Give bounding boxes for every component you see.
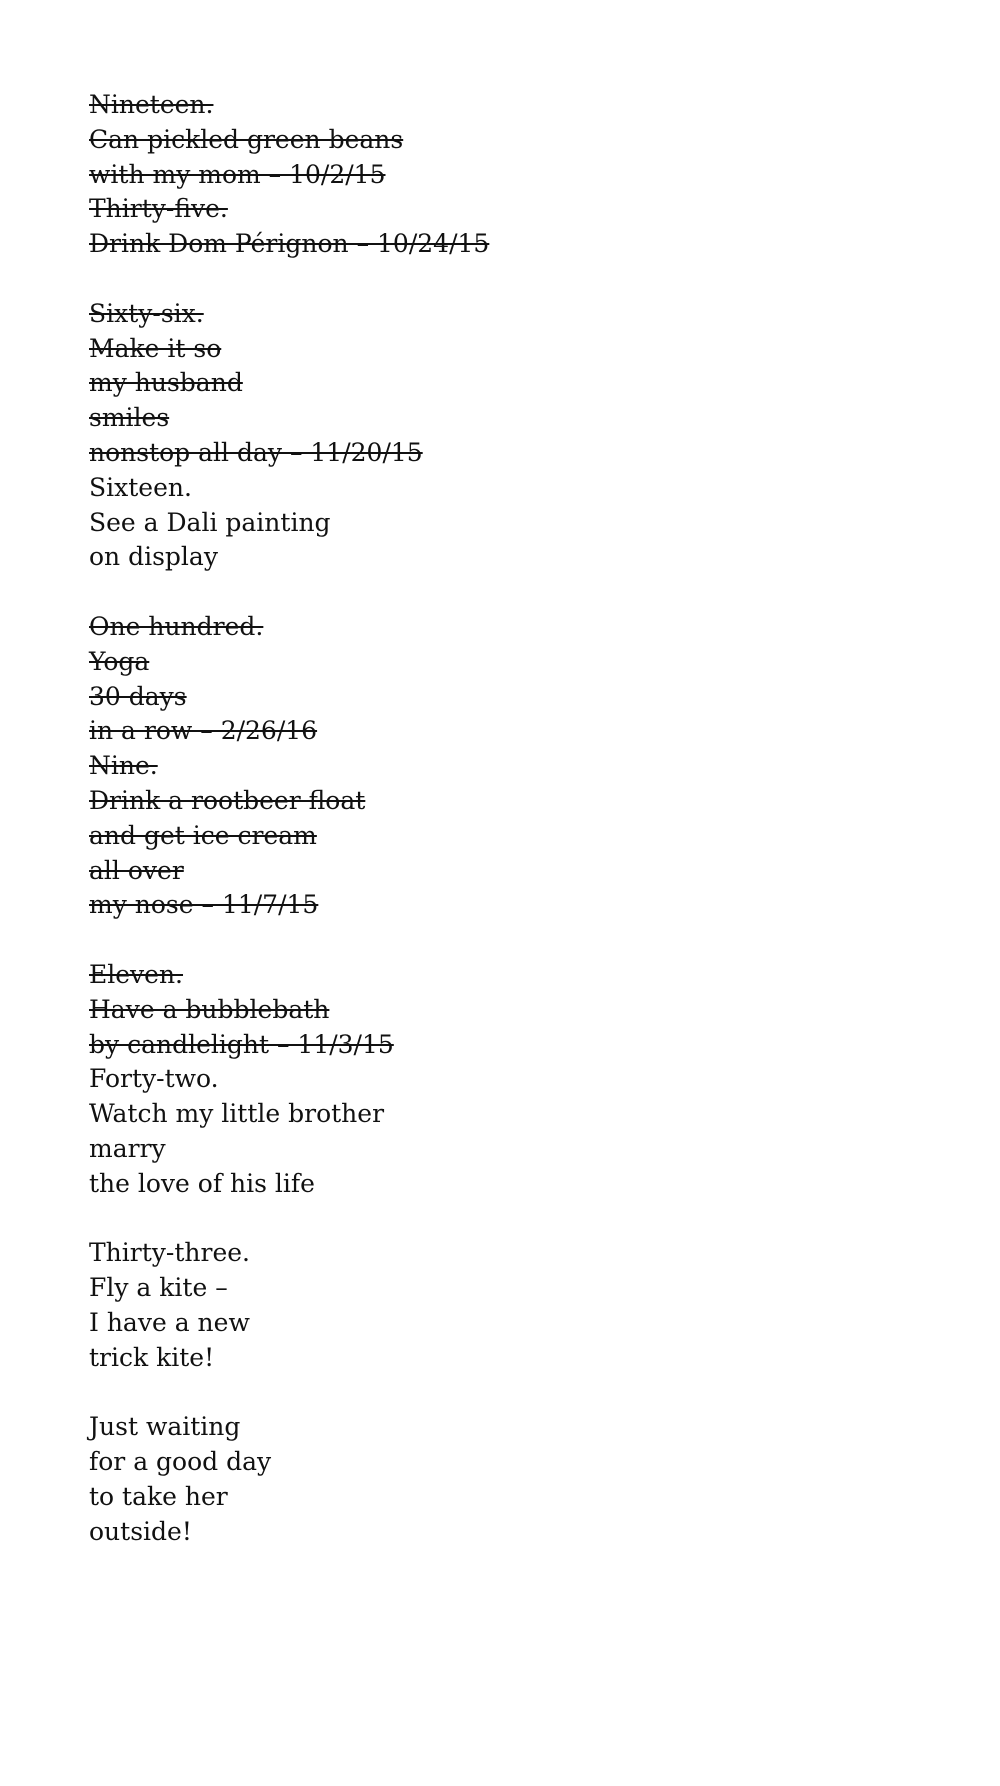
struck-list-line — [89, 749, 949, 784]
list-line — [89, 1341, 949, 1376]
struck-list-line — [89, 158, 949, 193]
list-line — [89, 540, 949, 575]
line-text: nonstop all day – 11/20/15 — [89, 437, 423, 467]
struck-list-line — [89, 366, 949, 401]
line-text: on display — [89, 542, 218, 572]
line-text: See a Dali painting — [89, 507, 331, 537]
line-text: in a row – 2/26/16 — [89, 716, 318, 746]
struck-list-line — [89, 993, 949, 1028]
line-text: Sixteen. — [89, 472, 192, 502]
line-text: with my mom – 10/2/15 — [89, 159, 386, 189]
line-text: Thirty-three. — [89, 1238, 250, 1268]
line-text: Thirty-five. — [89, 194, 228, 224]
list-line — [89, 1062, 949, 1097]
line-text: for a good day — [89, 1447, 272, 1477]
list-line — [89, 506, 949, 541]
list-line — [89, 1132, 949, 1167]
struck-list-line — [89, 610, 949, 645]
blank-line — [89, 262, 949, 297]
struck-list-line — [89, 297, 949, 332]
line-text: Forty-two. — [89, 1064, 219, 1094]
struck-list-line — [89, 888, 949, 923]
struck-list-line — [89, 958, 949, 993]
struck-list-line — [89, 714, 949, 749]
line-text: all over — [89, 855, 184, 885]
struck-list-line — [89, 88, 949, 123]
struck-list-line — [89, 784, 949, 819]
line-text: Yoga — [89, 646, 150, 676]
list-line — [89, 1515, 949, 1550]
struck-list-line — [89, 1028, 949, 1063]
list-line — [89, 1445, 949, 1480]
struck-list-line — [89, 227, 949, 262]
line-text: Drink a rootbeer float — [89, 785, 366, 815]
struck-list-line — [89, 192, 949, 227]
line-text: 30 days — [89, 681, 187, 711]
line-text: marry — [89, 1133, 166, 1163]
line-text: Have a bubblebath — [89, 994, 330, 1024]
line-text: Eleven. — [89, 959, 184, 989]
line-text: Can pickled green beans — [89, 124, 404, 154]
line-text: to take her — [89, 1481, 228, 1511]
line-text: my nose – 11/7/15 — [89, 890, 319, 920]
list-line — [89, 471, 949, 506]
line-text: outside! — [89, 1516, 192, 1546]
blank-line — [89, 1202, 949, 1237]
blank-line — [89, 575, 949, 610]
line-text: my husband — [89, 368, 243, 398]
line-text: Just waiting — [89, 1412, 241, 1442]
line-text: and get ice cream — [89, 820, 317, 850]
blank-line — [89, 923, 949, 958]
line-text: I have a new — [89, 1307, 250, 1337]
line-text: Nineteen. — [89, 90, 214, 119]
struck-list-line — [89, 401, 949, 436]
line-text: Sixty-six. — [89, 298, 204, 328]
line-text: by candlelight – 11/3/15 — [89, 1029, 394, 1059]
document-page — [89, 88, 949, 1549]
line-text: One hundred. — [89, 611, 264, 641]
line-text: Nine. — [89, 751, 158, 781]
list-line — [89, 1306, 949, 1341]
struck-list-line — [89, 123, 949, 158]
struck-list-line — [89, 819, 949, 854]
list-line — [89, 1167, 949, 1202]
line-text: Drink Dom Pérignon – 10/24/15 — [89, 229, 490, 259]
line-text: Watch my little brother — [89, 1099, 385, 1129]
struck-list-line — [89, 680, 949, 715]
struck-list-line — [89, 854, 949, 889]
line-text: smiles — [89, 403, 170, 433]
line-text: trick kite! — [89, 1342, 215, 1372]
blank-line — [89, 1375, 949, 1410]
struck-list-line — [89, 332, 949, 367]
struck-list-line — [89, 645, 949, 680]
line-text: Make it so — [89, 333, 222, 363]
list-line — [89, 1480, 949, 1515]
list-line — [89, 1236, 949, 1271]
list-line — [89, 1410, 949, 1445]
struck-list-line — [89, 436, 949, 471]
list-line — [89, 1097, 949, 1132]
line-text: the love of his life — [89, 1168, 315, 1198]
list-line — [89, 1271, 949, 1306]
line-text: Fly a kite – — [89, 1273, 228, 1303]
